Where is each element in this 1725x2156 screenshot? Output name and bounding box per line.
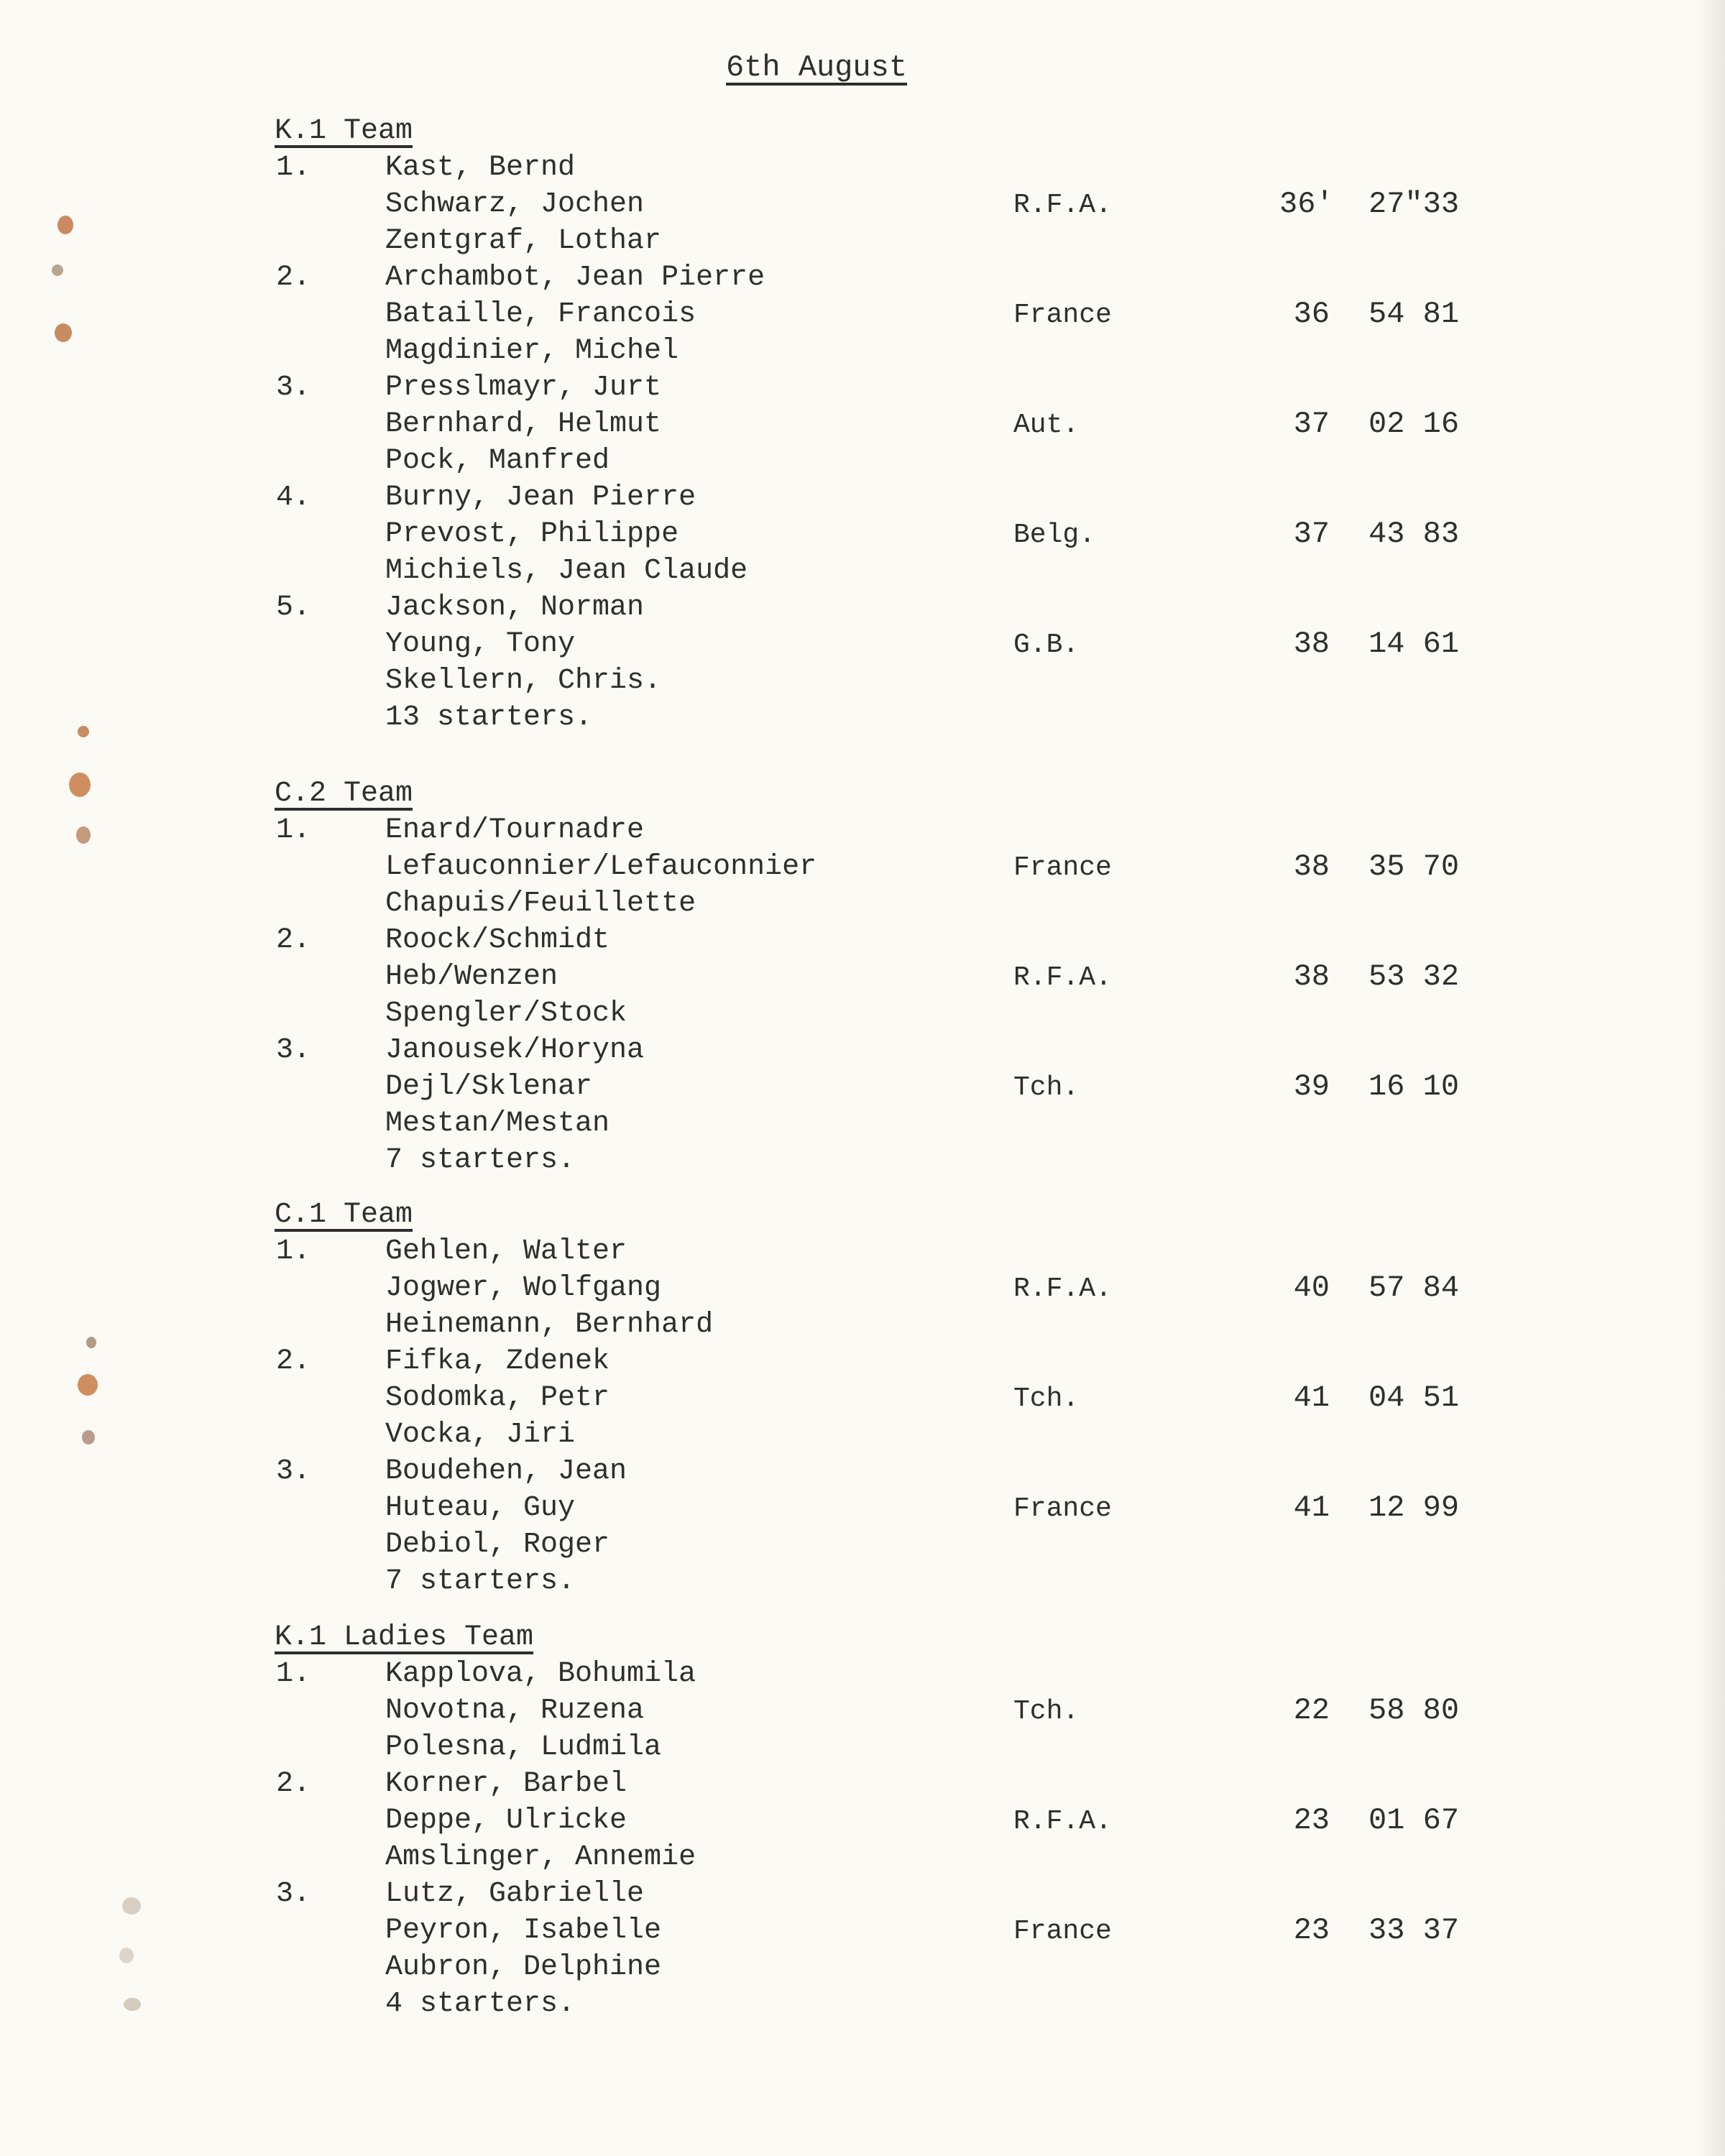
competitor-name: Magdinier, Michel [385,335,679,367]
competitor-name: Deppe, Ulricke [385,1805,627,1837]
competitor-name: Michiels, Jean Claude [385,555,748,587]
competitor-name: Debiol, Roger [385,1529,610,1561]
result-country: France [1013,852,1112,883]
result-time-seconds: 14 61 [1368,627,1460,661]
section-heading: K.1 Team [275,115,413,147]
result-time-seconds: 04 51 [1368,1381,1460,1415]
result-time-minutes: 36' [1279,187,1334,221]
result-time-seconds: 54 81 [1368,297,1460,331]
result-rank: 4. [276,482,311,514]
result-time-seconds: 53 32 [1368,959,1460,994]
competitor-name: Pock, Manfred [385,445,610,477]
competitor-name: Mestan/Mestan [385,1107,610,1140]
competitor-name: Roock/Schmidt [385,924,610,957]
result-time-seconds: 02 16 [1368,407,1460,441]
punch-hole-mark [122,1897,141,1915]
result-country: Tch. [1013,1383,1080,1414]
result-rank: 2. [276,924,311,957]
result-country: Aut. [1013,410,1080,441]
result-time-seconds: 01 67 [1368,1803,1460,1838]
result-time-minutes: 38 [1293,627,1330,661]
competitor-name: Lutz, Gabrielle [385,1878,645,1910]
competitor-name: Zentgraf, Lothar [385,225,662,257]
competitor-name: Boudehen, Jean [385,1455,627,1488]
result-rank: 3. [276,372,311,404]
result-time-minutes: 41 [1293,1491,1330,1525]
punch-hole-mark [124,1998,141,2011]
competitor-name: Polesna, Ludmila [385,1731,662,1764]
competitor-name: Young, Tony [385,628,576,660]
result-time-minutes: 36 [1293,297,1330,331]
competitor-name: Dejl/Sklenar [385,1071,593,1103]
result-country: R.F.A. [1013,1806,1112,1837]
section-heading: C.2 Team [275,778,413,810]
competitor-name: Bernhard, Helmut [385,408,662,441]
result-rank: 1. [276,814,311,847]
result-country: France [1013,1493,1112,1524]
section-heading: C.1 Team [275,1199,413,1231]
result-time-minutes: 41 [1293,1381,1330,1415]
result-time-minutes: 23 [1293,1913,1330,1948]
result-time-minutes: 38 [1293,959,1330,994]
result-country: Tch. [1013,1696,1080,1727]
competitor-name: Fifka, Zdenek [385,1345,610,1378]
result-time-minutes: 37 [1293,517,1330,551]
result-time-seconds: 43 83 [1368,517,1460,551]
result-country: France [1013,1916,1112,1947]
result-rank: 2. [276,1345,311,1378]
competitor-name: Heb/Wenzen [385,961,558,993]
result-time-minutes: 39 [1293,1069,1330,1104]
result-rank: 2. [276,1768,311,1800]
result-time-seconds: 12 99 [1368,1491,1460,1525]
competitor-name: Vocka, Jiri [385,1419,576,1451]
result-country: Belg. [1013,520,1096,550]
competitor-name: Korner, Barbel [385,1768,627,1800]
page-title: 6th August [726,50,908,85]
competitor-name: Peyron, Isabelle [385,1915,662,1947]
result-time-seconds: 35 70 [1368,849,1460,884]
punch-hole-mark [78,726,89,737]
competitor-name: Prevost, Philippe [385,518,679,550]
result-rank: 1. [276,152,311,184]
competitor-name: Amslinger, Annemie [385,1841,696,1874]
result-time-seconds: 16 10 [1368,1069,1460,1104]
result-rank: 3. [276,1034,311,1067]
competitor-name: Skellern, Chris. [385,665,662,697]
competitor-name: Lefauconnier/Lefauconnier [385,851,817,883]
competitor-name: Novotna, Ruzena [385,1695,645,1727]
competitor-name: Schwarz, Jochen [385,188,645,221]
competitor-name: Spengler/Stock [385,998,627,1030]
result-country: G.B. [1013,630,1080,660]
section-heading: K.1 Ladies Team [275,1621,534,1654]
punch-hole-mark [52,264,63,276]
competitor-name: Gehlen, Walter [385,1235,627,1268]
result-time-minutes: 38 [1293,849,1330,884]
competitor-name: Aubron, Delphine [385,1951,662,1984]
competitor-name: Chapuis/Feuillette [385,888,696,920]
punch-hole-mark [86,1337,96,1348]
punch-hole-mark [69,773,91,797]
punch-hole-mark [58,216,73,234]
punch-hole-mark [55,323,72,342]
competitor-name: Burny, Jean Pierre [385,482,696,514]
punch-hole-mark [78,1374,98,1396]
starters-count: 4 starters. [385,1988,576,2020]
competitor-name: Janousek/Horyna [385,1034,645,1067]
result-rank: 5. [276,591,311,624]
result-time-seconds: 58 80 [1368,1693,1460,1728]
result-rank: 1. [276,1235,311,1268]
competitor-name: Jackson, Norman [385,591,645,624]
result-rank: 3. [276,1878,311,1910]
result-time-minutes: 40 [1293,1271,1330,1305]
competitor-name: Kast, Bernd [385,152,576,184]
competitor-name: Huteau, Guy [385,1492,576,1524]
result-time-minutes: 37 [1293,407,1330,441]
competitor-name: Jogwer, Wolfgang [385,1272,662,1304]
result-time-seconds: 27"33 [1368,187,1460,221]
result-time-seconds: 57 84 [1368,1271,1460,1305]
result-time-minutes: 22 [1293,1693,1330,1728]
starters-count: 7 starters. [385,1144,576,1176]
competitor-name: Sodomka, Petr [385,1382,610,1414]
result-time-seconds: 33 37 [1368,1913,1460,1948]
starters-count: 13 starters. [385,701,593,734]
result-time-minutes: 23 [1293,1803,1330,1838]
competitor-name: Kapplova, Bohumila [385,1658,696,1690]
result-country: France [1013,300,1112,331]
starters-count: 7 starters. [385,1565,576,1598]
result-country: Tch. [1013,1072,1080,1103]
competitor-name: Presslmayr, Jurt [385,372,662,404]
punch-hole-mark [82,1430,95,1445]
punch-hole-mark [76,826,91,844]
punch-hole-mark [119,1948,134,1963]
page-edge-shadow [1696,0,1725,2156]
competitor-name: Bataille, Francois [385,298,696,331]
result-rank: 1. [276,1658,311,1690]
result-country: R.F.A. [1013,962,1112,993]
competitor-name: Enard/Tournadre [385,814,645,847]
competitor-name: Archambot, Jean Pierre [385,262,765,294]
result-country: R.F.A. [1013,1273,1112,1304]
result-country: R.F.A. [1013,190,1112,221]
result-rank: 3. [276,1455,311,1488]
result-rank: 2. [276,262,311,294]
competitor-name: Heinemann, Bernhard [385,1309,714,1341]
